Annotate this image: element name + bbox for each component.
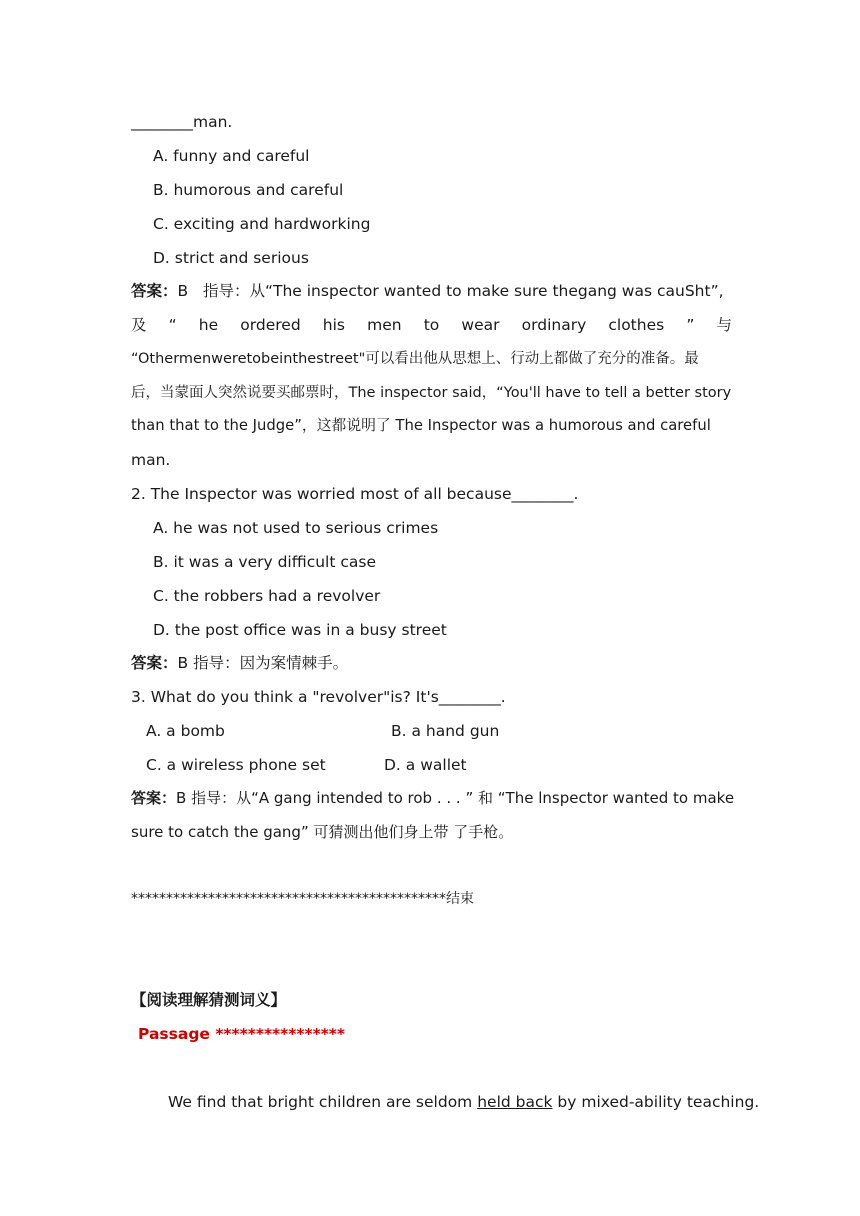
- q1-option-c: C. exciting and hardworking: [153, 215, 371, 233]
- q1-answer-line4: 后，当蒙面人突然说要买邮票时，The inspector said，“You'll have to tell a better story: [131, 385, 732, 401]
- q1-option-d: D. strict and serious: [153, 249, 309, 267]
- word: he: [198, 316, 219, 334]
- passage-sentence: [168, 1092, 759, 1112]
- q3-option-a: A. a bomb: [146, 722, 225, 740]
- word: to: [423, 316, 440, 334]
- guide-quote: “The inspector wanted to make sure thegang was cauSht”,: [264, 282, 724, 300]
- passage-text-after: by mixed-ability teaching.: [552, 1093, 760, 1111]
- answer-label: 答案：: [131, 281, 178, 300]
- q3-option-b: B. a hand gun: [391, 722, 500, 740]
- q1-answer-line1: [131, 281, 724, 301]
- passage-underlined-phrase: held back: [477, 1093, 553, 1111]
- q1-answer-line5: than that to the Judge”，这都说明了 The Inspector was a humorous and careful: [131, 417, 711, 434]
- q1-answer-line2: [131, 315, 732, 335]
- q1-option-a: A. funny and careful: [153, 147, 310, 165]
- answer-label: 答案：: [131, 653, 178, 672]
- word: clothes: [608, 316, 665, 334]
- word: ordered: [240, 316, 301, 334]
- guide-label: 指导：从: [202, 282, 265, 300]
- word: “: [168, 316, 177, 334]
- q3-stem: 3. What do you think a "revolver"is? It's________.: [131, 688, 506, 706]
- word: wear: [461, 316, 500, 334]
- q3-answer-line1: [131, 788, 734, 808]
- q3-option-c: C. a wireless phone set: [146, 756, 326, 774]
- word: 与: [716, 316, 732, 334]
- q1-answer-line6: man.: [131, 451, 171, 469]
- q3-answer-line2: sure to catch the gang” 可猜测出他们身上带 了手枪。: [131, 823, 514, 841]
- q2-stem: 2. The Inspector was worried most of all because________.: [131, 485, 579, 503]
- q3-option-d: D. a wallet: [384, 756, 467, 774]
- passage-text-before: We find that bright children are seldom: [168, 1093, 478, 1111]
- q1-option-b: B. humorous and careful: [153, 181, 344, 199]
- q2-answer: [131, 653, 348, 673]
- q1-answer-line3: “Othermenweretobeinthestreet"可以看出他从思想上、行动上都做了充分的准备。最: [131, 351, 699, 367]
- answer-text: B 指导：因为案情棘手。: [177, 654, 349, 672]
- word: ”: [686, 316, 695, 334]
- word: 及: [131, 316, 147, 334]
- answer-letter: B: [177, 282, 189, 300]
- word: men: [367, 316, 402, 334]
- section-title: 【阅读理解猜测词义】: [131, 990, 287, 1009]
- q2-option-a: A. he was not used to serious crimes: [153, 519, 439, 537]
- passage-label: Passage ****************: [138, 1025, 346, 1043]
- q2-option-d: D. the post office was in a busy street: [153, 621, 447, 639]
- answer-label: 答案：: [131, 789, 177, 807]
- word: ordinary: [521, 316, 587, 334]
- q2-option-b: B. it was a very difficult case: [153, 553, 377, 571]
- word: his: [322, 316, 346, 334]
- answer-text: B 指导：从“A gang intended to rob . . . ” 和 “The lnspector wanted to make: [176, 789, 735, 807]
- end-marker: *********************************************结束: [131, 891, 474, 907]
- q1-stem-tail: ________man.: [131, 113, 233, 131]
- q2-option-c: C. the robbers had a revolver: [153, 587, 381, 605]
